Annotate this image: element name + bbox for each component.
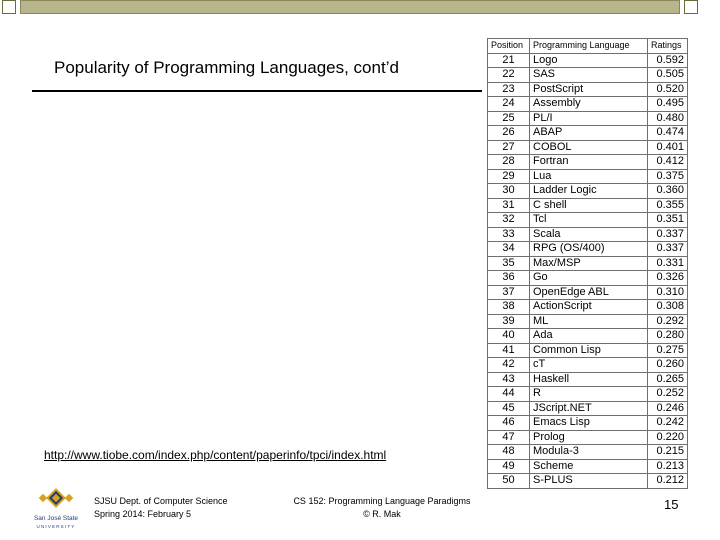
cell-pos: 21 (488, 53, 530, 68)
footer-center (282, 495, 482, 521)
table-header-row (488, 39, 688, 54)
cell-rate: 0.252 (648, 387, 688, 402)
cell-pos: 23 (488, 82, 530, 97)
cell-lang: OpenEdge ABL (530, 285, 648, 300)
logo-emblem-icon (39, 488, 73, 508)
footer-dept: SJSU Dept. of Computer Science (94, 496, 228, 506)
cell-lang: Ada (530, 329, 648, 344)
table-row (488, 459, 688, 474)
cell-rate: 0.351 (648, 213, 688, 228)
table-row (488, 285, 688, 300)
table-row (488, 126, 688, 141)
cell-lang: Haskell (530, 372, 648, 387)
table-row (488, 169, 688, 184)
cell-rate: 0.212 (648, 474, 688, 489)
table-row (488, 68, 688, 83)
cell-pos: 50 (488, 474, 530, 489)
cell-rate: 0.337 (648, 242, 688, 257)
table-row (488, 430, 688, 445)
cell-rate: 0.326 (648, 271, 688, 286)
cell-pos: 44 (488, 387, 530, 402)
cell-rate: 0.412 (648, 155, 688, 170)
square-bullet-icon (684, 0, 698, 14)
logo-text-bottom: UNIVERSITY (36, 524, 76, 529)
cell-pos: 36 (488, 271, 530, 286)
table-row (488, 343, 688, 358)
sjsu-logo (30, 487, 82, 531)
cell-lang: ActionScript (530, 300, 648, 315)
cell-rate: 0.292 (648, 314, 688, 329)
cell-rate: 0.474 (648, 126, 688, 141)
title-underline (32, 90, 482, 92)
cell-lang: PL/I (530, 111, 648, 126)
cell-pos: 46 (488, 416, 530, 431)
cell-pos: 38 (488, 300, 530, 315)
cell-lang: PostScript (530, 82, 648, 97)
cell-lang: Ladder Logic (530, 184, 648, 199)
cell-lang: Go (530, 271, 648, 286)
page-number: 15 (664, 497, 679, 512)
header-language: Programming Language (530, 39, 648, 54)
cell-rate: 0.220 (648, 430, 688, 445)
language-ratings-table (487, 38, 688, 489)
table-row (488, 111, 688, 126)
cell-pos: 30 (488, 184, 530, 199)
cell-pos: 33 (488, 227, 530, 242)
cell-pos: 26 (488, 126, 530, 141)
table-row (488, 445, 688, 460)
table-row (488, 97, 688, 112)
table-row (488, 416, 688, 431)
table-row (488, 401, 688, 416)
cell-rate: 0.337 (648, 227, 688, 242)
cell-rate: 0.242 (648, 416, 688, 431)
cell-rate: 0.280 (648, 329, 688, 344)
cell-pos: 40 (488, 329, 530, 344)
cell-pos: 43 (488, 372, 530, 387)
slide-title: Popularity of Programming Languages, cont’d (54, 58, 399, 77)
cell-rate: 0.260 (648, 358, 688, 373)
cell-pos: 41 (488, 343, 530, 358)
table-row (488, 372, 688, 387)
cell-rate: 0.246 (648, 401, 688, 416)
table-row (488, 271, 688, 286)
table-row (488, 82, 688, 97)
table-body (488, 53, 688, 488)
table-row (488, 474, 688, 489)
square-bullet-icon (2, 0, 16, 14)
header-ratings: Ratings (648, 39, 688, 54)
table-row (488, 213, 688, 228)
header-position: Position (488, 39, 530, 54)
footer-course: CS 152: Programming Language Paradigms (293, 496, 471, 506)
cell-lang: Modula-3 (530, 445, 648, 460)
cell-rate: 0.520 (648, 82, 688, 97)
cell-pos: 34 (488, 242, 530, 257)
cell-pos: 42 (488, 358, 530, 373)
cell-pos: 47 (488, 430, 530, 445)
cell-lang: JScript.NET (530, 401, 648, 416)
cell-lang: Lua (530, 169, 648, 184)
table-row (488, 140, 688, 155)
cell-pos: 24 (488, 97, 530, 112)
table-row (488, 329, 688, 344)
cell-lang: Max/MSP (530, 256, 648, 271)
table-row (488, 198, 688, 213)
cell-pos: 49 (488, 459, 530, 474)
cell-pos: 45 (488, 401, 530, 416)
cell-pos: 27 (488, 140, 530, 155)
logo-text-top: San José State (33, 515, 79, 522)
cell-rate: 0.505 (648, 68, 688, 83)
cell-pos: 32 (488, 213, 530, 228)
table-row (488, 53, 688, 68)
cell-rate: 0.592 (648, 53, 688, 68)
cell-pos: 29 (488, 169, 530, 184)
footer-author: © R. Mak (363, 509, 401, 519)
cell-rate: 0.215 (648, 445, 688, 460)
table-row (488, 227, 688, 242)
cell-rate: 0.308 (648, 300, 688, 315)
table-row (488, 256, 688, 271)
table-row (488, 242, 688, 257)
top-decoration-bar (0, 0, 720, 20)
header-band (20, 0, 680, 14)
cell-rate: 0.495 (648, 97, 688, 112)
cell-lang: Scala (530, 227, 648, 242)
cell-rate: 0.480 (648, 111, 688, 126)
cell-pos: 39 (488, 314, 530, 329)
table-row (488, 155, 688, 170)
cell-rate: 0.275 (648, 343, 688, 358)
cell-rate: 0.360 (648, 184, 688, 199)
cell-pos: 28 (488, 155, 530, 170)
cell-lang: COBOL (530, 140, 648, 155)
cell-lang: SAS (530, 68, 648, 83)
table-row (488, 300, 688, 315)
cell-lang: Prolog (530, 430, 648, 445)
footer-left (94, 495, 228, 521)
cell-lang: R (530, 387, 648, 402)
cell-pos: 22 (488, 68, 530, 83)
cell-lang: Assembly (530, 97, 648, 112)
cell-lang: Fortran (530, 155, 648, 170)
cell-rate: 0.375 (648, 169, 688, 184)
table-row (488, 387, 688, 402)
cell-rate: 0.213 (648, 459, 688, 474)
cell-lang: Logo (530, 53, 648, 68)
cell-pos: 48 (488, 445, 530, 460)
cell-rate: 0.331 (648, 256, 688, 271)
cell-pos: 35 (488, 256, 530, 271)
cell-pos: 25 (488, 111, 530, 126)
cell-lang: Common Lisp (530, 343, 648, 358)
table-row (488, 184, 688, 199)
footer-date: Spring 2014: February 5 (94, 509, 192, 519)
cell-lang: Emacs Lisp (530, 416, 648, 431)
table-row (488, 358, 688, 373)
cell-pos: 31 (488, 198, 530, 213)
cell-lang: Tcl (530, 213, 648, 228)
cell-lang: cT (530, 358, 648, 373)
cell-lang: C shell (530, 198, 648, 213)
cell-lang: S-PLUS (530, 474, 648, 489)
cell-pos: 37 (488, 285, 530, 300)
cell-lang: Scheme (530, 459, 648, 474)
cell-rate: 0.401 (648, 140, 688, 155)
cell-lang: ML (530, 314, 648, 329)
cell-rate: 0.310 (648, 285, 688, 300)
cell-lang: ABAP (530, 126, 648, 141)
cell-rate: 0.265 (648, 372, 688, 387)
cell-rate: 0.355 (648, 198, 688, 213)
table-row (488, 314, 688, 329)
tiobe-link[interactable]: http://www.tiobe.com/index.php/content/paperinfo/tpci/index.html (44, 448, 387, 462)
cell-lang: RPG (OS/400) (530, 242, 648, 257)
